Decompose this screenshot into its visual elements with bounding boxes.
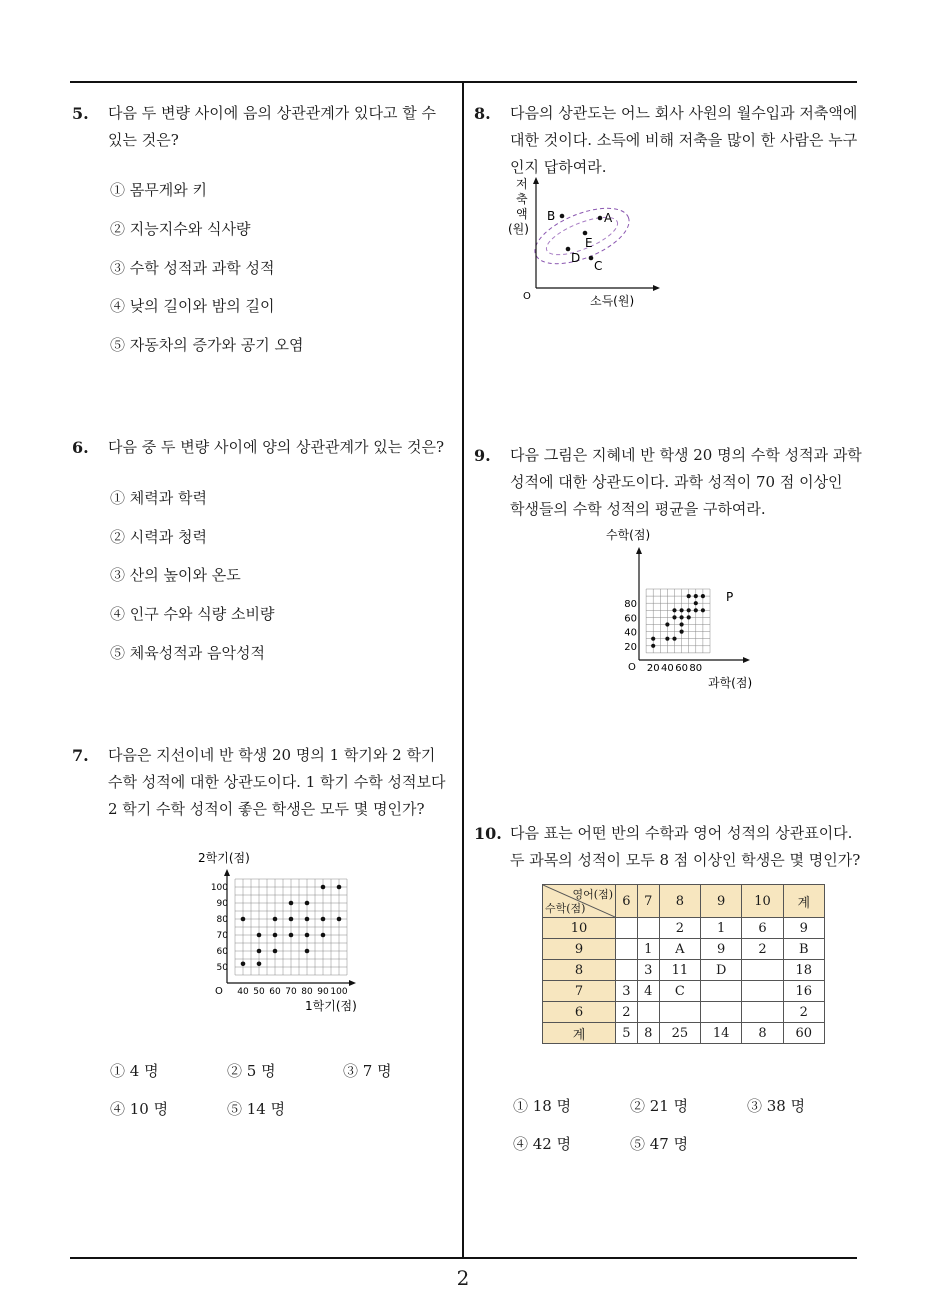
data-point — [651, 644, 655, 648]
table-cell: 60 — [783, 1023, 824, 1044]
table-cell: 11 — [659, 960, 700, 981]
table-cell — [637, 918, 659, 939]
x-axis-label: 과학(점) — [708, 676, 753, 690]
column-header: 계 — [783, 885, 824, 918]
option-5[interactable]: ⑤ 14 명 — [227, 1100, 286, 1118]
x-tick-label: 90 — [317, 987, 329, 997]
y-axis-label-char: (원) — [508, 222, 529, 236]
column-header: 8 — [659, 885, 700, 918]
data-point — [687, 594, 691, 598]
scatter-plot-q9 — [600, 525, 770, 695]
y-axis-label: 수학(점) — [606, 528, 651, 542]
origin-label: O — [215, 986, 223, 997]
x-tick-label: 80 — [689, 663, 703, 674]
table-cell — [659, 1002, 700, 1023]
table-cell: A — [659, 939, 700, 960]
table-cell — [616, 960, 638, 981]
question-line: 2 학기 수학 성적이 좋은 학생은 모두 몇 명인가? — [108, 800, 425, 818]
data-point — [680, 630, 684, 634]
table-cell: 8 — [742, 1023, 783, 1044]
data-point — [680, 608, 684, 612]
column-header: 10 — [742, 885, 783, 918]
point-e-label: E — [585, 236, 593, 250]
question-6 — [72, 434, 457, 461]
table-cell: 2 — [742, 939, 783, 960]
table-row — [543, 939, 825, 960]
corner-top-label: 영어(점) — [572, 888, 613, 901]
table-cell: C — [659, 981, 700, 1002]
table-total-row — [543, 1023, 825, 1044]
table-cell — [616, 939, 638, 960]
table-cell: 9 — [701, 939, 742, 960]
question-7 — [72, 742, 457, 823]
data-point — [680, 615, 684, 619]
table-cell: 3 — [637, 960, 659, 981]
table-cell: 2 — [659, 918, 700, 939]
question-line: 다음 두 변량 사이에 음의 상관관계가 있다고 할 수 — [108, 104, 436, 122]
question-line: 다음 표는 어떤 반의 수학과 영어 성적의 상관표이다. — [510, 824, 853, 842]
table-row — [543, 981, 825, 1002]
option-1[interactable]: ① 몸무게와 키 — [110, 181, 207, 199]
question-number: 7. — [72, 746, 89, 765]
table-cell: 2 — [616, 1002, 638, 1023]
y-axis-label-char: 축 — [516, 192, 528, 206]
row-header: 7 — [543, 981, 616, 1002]
x-axis-arrow — [743, 657, 750, 663]
question-line: 다음 그림은 지혜네 반 학생 20 명의 수학 성적과 과학 — [510, 446, 862, 464]
y-tick-label: 20 — [624, 641, 637, 653]
y-tick-label: 70 — [216, 931, 228, 941]
x-tick-label: 50 — [253, 987, 265, 997]
point-b — [560, 214, 565, 219]
table-row — [543, 960, 825, 981]
question-line: 다음은 지선이네 반 학생 20 명의 1 학기와 2 학기 — [108, 746, 436, 764]
table-cell: 4 — [637, 981, 659, 1002]
option-1[interactable]: ① 4 명 — [110, 1062, 159, 1080]
question-line: 대한 것이다. 소득에 비해 저축을 많이 한 사람은 누구 — [510, 131, 858, 149]
row-header: 9 — [543, 939, 616, 960]
table-cell: 18 — [783, 960, 824, 981]
table-cell — [701, 1002, 742, 1023]
option-4[interactable]: ④ 인구 수와 식량 소비량 — [110, 605, 275, 623]
question-text — [108, 742, 457, 823]
x-tick-label: 40 — [237, 987, 249, 997]
corner-bottom-label: 수학(점) — [545, 902, 586, 915]
data-point — [305, 901, 310, 906]
point-c — [589, 256, 594, 261]
point-e — [583, 231, 588, 236]
data-point — [241, 962, 246, 967]
option-3[interactable]: ③ 7 명 — [343, 1062, 392, 1080]
data-point — [289, 901, 294, 906]
table-cell: 9 — [783, 918, 824, 939]
data-point — [337, 885, 342, 890]
column-header: 7 — [637, 885, 659, 918]
option-3[interactable]: ③ 수학 성적과 과학 성적 — [110, 259, 275, 277]
table-row — [543, 918, 825, 939]
table-cell — [616, 918, 638, 939]
y-tick-label: 100 — [210, 883, 228, 893]
point-a-label: A — [604, 211, 613, 225]
data-point — [257, 962, 262, 967]
question-text — [108, 100, 457, 154]
y-tick-label: 60 — [624, 613, 637, 625]
table-cell — [701, 981, 742, 1002]
table-cell: 16 — [783, 981, 824, 1002]
table-cell: 1 — [637, 939, 659, 960]
data-point — [672, 615, 676, 619]
question-number: 6. — [72, 438, 89, 457]
y-tick-label: 90 — [216, 899, 228, 909]
table-cell: 5 — [616, 1023, 638, 1044]
x-axis-arrow — [349, 980, 356, 986]
data-point — [694, 594, 698, 598]
data-point — [305, 933, 310, 938]
question-number: 5. — [72, 104, 89, 123]
point-p-label: P — [726, 590, 734, 604]
y-tick-label: 60 — [216, 947, 228, 957]
table-cell — [742, 981, 783, 1002]
option-4[interactable]: ④ 42 명 — [513, 1135, 572, 1153]
table-cell: 25 — [659, 1023, 700, 1044]
question-number: 9. — [474, 446, 491, 465]
option-4[interactable]: ④ 10 명 — [110, 1100, 169, 1118]
data-point — [701, 594, 705, 598]
x-tick-label: 60 — [269, 987, 281, 997]
table-cell: B — [783, 939, 824, 960]
question-text — [510, 100, 864, 181]
data-point — [337, 917, 342, 922]
point-b-label: B — [547, 209, 556, 223]
option-4[interactable]: ④ 낮의 길이와 밤의 길이 — [110, 297, 275, 315]
data-point — [651, 637, 655, 641]
question-line: 두 과목의 성적이 모두 8 점 이상인 학생은 몇 명인가? — [510, 851, 861, 869]
x-axis-arrow — [653, 285, 660, 291]
data-point — [289, 933, 294, 938]
option-1[interactable]: ① 18 명 — [513, 1097, 572, 1115]
row-header: 8 — [543, 960, 616, 981]
question-number: 10. — [474, 824, 502, 843]
data-point — [665, 622, 669, 626]
table-cell: D — [701, 960, 742, 981]
question-line: 있는 것은? — [108, 131, 179, 149]
scatter-plot-q7 — [190, 848, 370, 1018]
data-point — [672, 637, 676, 641]
question-10 — [474, 820, 864, 874]
option-5[interactable]: ⑤ 체육성적과 음악성적 — [110, 644, 265, 662]
x-axis-label: 소득(원) — [590, 294, 635, 308]
y-axis-arrow — [224, 869, 230, 876]
y-axis-arrow — [533, 177, 539, 184]
question-number: 8. — [474, 104, 491, 123]
y-axis-label: 2학기(점) — [198, 851, 250, 865]
row-header: 6 — [543, 1002, 616, 1023]
data-point — [687, 615, 691, 619]
data-point — [241, 917, 246, 922]
correlation-table — [542, 884, 825, 1044]
data-point — [257, 949, 262, 954]
x-tick-label: 20 — [646, 663, 660, 674]
y-tick-label: 50 — [216, 963, 228, 973]
table-cell: 2 — [783, 1002, 824, 1023]
option-2[interactable]: ② 5 명 — [227, 1062, 276, 1080]
column-divider — [462, 83, 464, 1258]
scatter-diagram-q8 — [505, 172, 665, 312]
table-cell: 14 — [701, 1023, 742, 1044]
point-d-label: D — [571, 251, 581, 265]
table-cell — [742, 1002, 783, 1023]
origin-label: O — [628, 662, 636, 673]
point-d — [566, 247, 571, 252]
x-axis-label: 1학기(점) — [305, 999, 357, 1013]
column-header: 9 — [701, 885, 742, 918]
option-3[interactable]: ③ 38 명 — [747, 1097, 806, 1115]
table-cell: 3 — [616, 981, 638, 1002]
table-header-row — [543, 885, 825, 918]
x-tick-label: 100 — [330, 987, 348, 997]
option-5[interactable]: ⑤ 47 명 — [630, 1135, 689, 1153]
data-point — [321, 917, 326, 922]
x-tick-label: 80 — [301, 987, 313, 997]
question-text — [510, 820, 864, 874]
data-point — [701, 608, 705, 612]
data-point — [665, 637, 669, 641]
question-line: 성적에 대한 상관도이다. 과학 성적이 70 점 이상인 — [510, 473, 843, 491]
table-cell — [742, 960, 783, 981]
table-row — [543, 1002, 825, 1023]
data-point — [680, 622, 684, 626]
data-point — [321, 885, 326, 890]
option-1[interactable]: ① 체력과 학력 — [110, 489, 207, 507]
data-point — [672, 608, 676, 612]
option-3[interactable]: ③ 산의 높이와 온도 — [110, 566, 241, 584]
table-corner-cell — [543, 885, 616, 918]
trend-ellipse — [527, 197, 636, 275]
row-header: 10 — [543, 918, 616, 939]
y-axis-label-char: 저 — [516, 177, 528, 191]
question-line: 학생들의 수학 성적의 평균을 구하여라. — [510, 500, 766, 518]
question-9 — [474, 442, 864, 523]
data-point — [687, 608, 691, 612]
question-8 — [474, 100, 864, 181]
x-tick-label: 70 — [285, 987, 297, 997]
option-2[interactable]: ② 지능지수와 식사량 — [110, 220, 251, 238]
table-cell: 1 — [701, 918, 742, 939]
option-2[interactable]: ② 21 명 — [630, 1097, 689, 1115]
y-axis-arrow — [636, 547, 642, 554]
data-point — [694, 608, 698, 612]
data-point — [305, 949, 310, 954]
table-cell: 6 — [742, 918, 783, 939]
page-number: 2 — [456, 1266, 470, 1290]
table-cell — [637, 1002, 659, 1023]
y-axis-label-char: 액 — [516, 207, 528, 221]
x-tick-label: 40 — [661, 663, 674, 674]
question-line: 다음의 상관도는 어느 회사 사원의 월수입과 저축액에 — [510, 104, 858, 122]
y-tick-label: 80 — [624, 599, 637, 611]
question-line: 인지 답하여라. — [510, 158, 607, 176]
question-text — [510, 442, 864, 523]
data-point — [273, 949, 278, 954]
question-line: 수학 성적에 대한 상관도이다. 1 학기 수학 성적보다 — [108, 773, 446, 791]
column-header: 6 — [616, 885, 638, 918]
point-c-label: C — [594, 259, 603, 273]
row-header: 계 — [543, 1023, 616, 1044]
y-tick-label: 80 — [216, 915, 228, 925]
question-line: 다음 중 두 변량 사이에 양의 상관관계가 있는 것은? — [108, 438, 444, 456]
option-5[interactable]: ⑤ 자동차의 증가와 공기 오염 — [110, 336, 304, 354]
point-a — [598, 216, 603, 221]
y-tick-label: 40 — [624, 627, 637, 639]
data-point — [289, 917, 294, 922]
data-point — [257, 933, 262, 938]
table-cell: 8 — [637, 1023, 659, 1044]
data-point — [321, 933, 326, 938]
origin-label: O — [523, 291, 531, 302]
data-point — [273, 917, 278, 922]
option-2[interactable]: ② 시력과 청력 — [110, 528, 207, 546]
data-point — [694, 601, 698, 605]
question-5 — [72, 100, 457, 154]
data-point — [273, 933, 278, 938]
data-point — [305, 917, 310, 922]
x-tick-label: 60 — [675, 663, 688, 674]
